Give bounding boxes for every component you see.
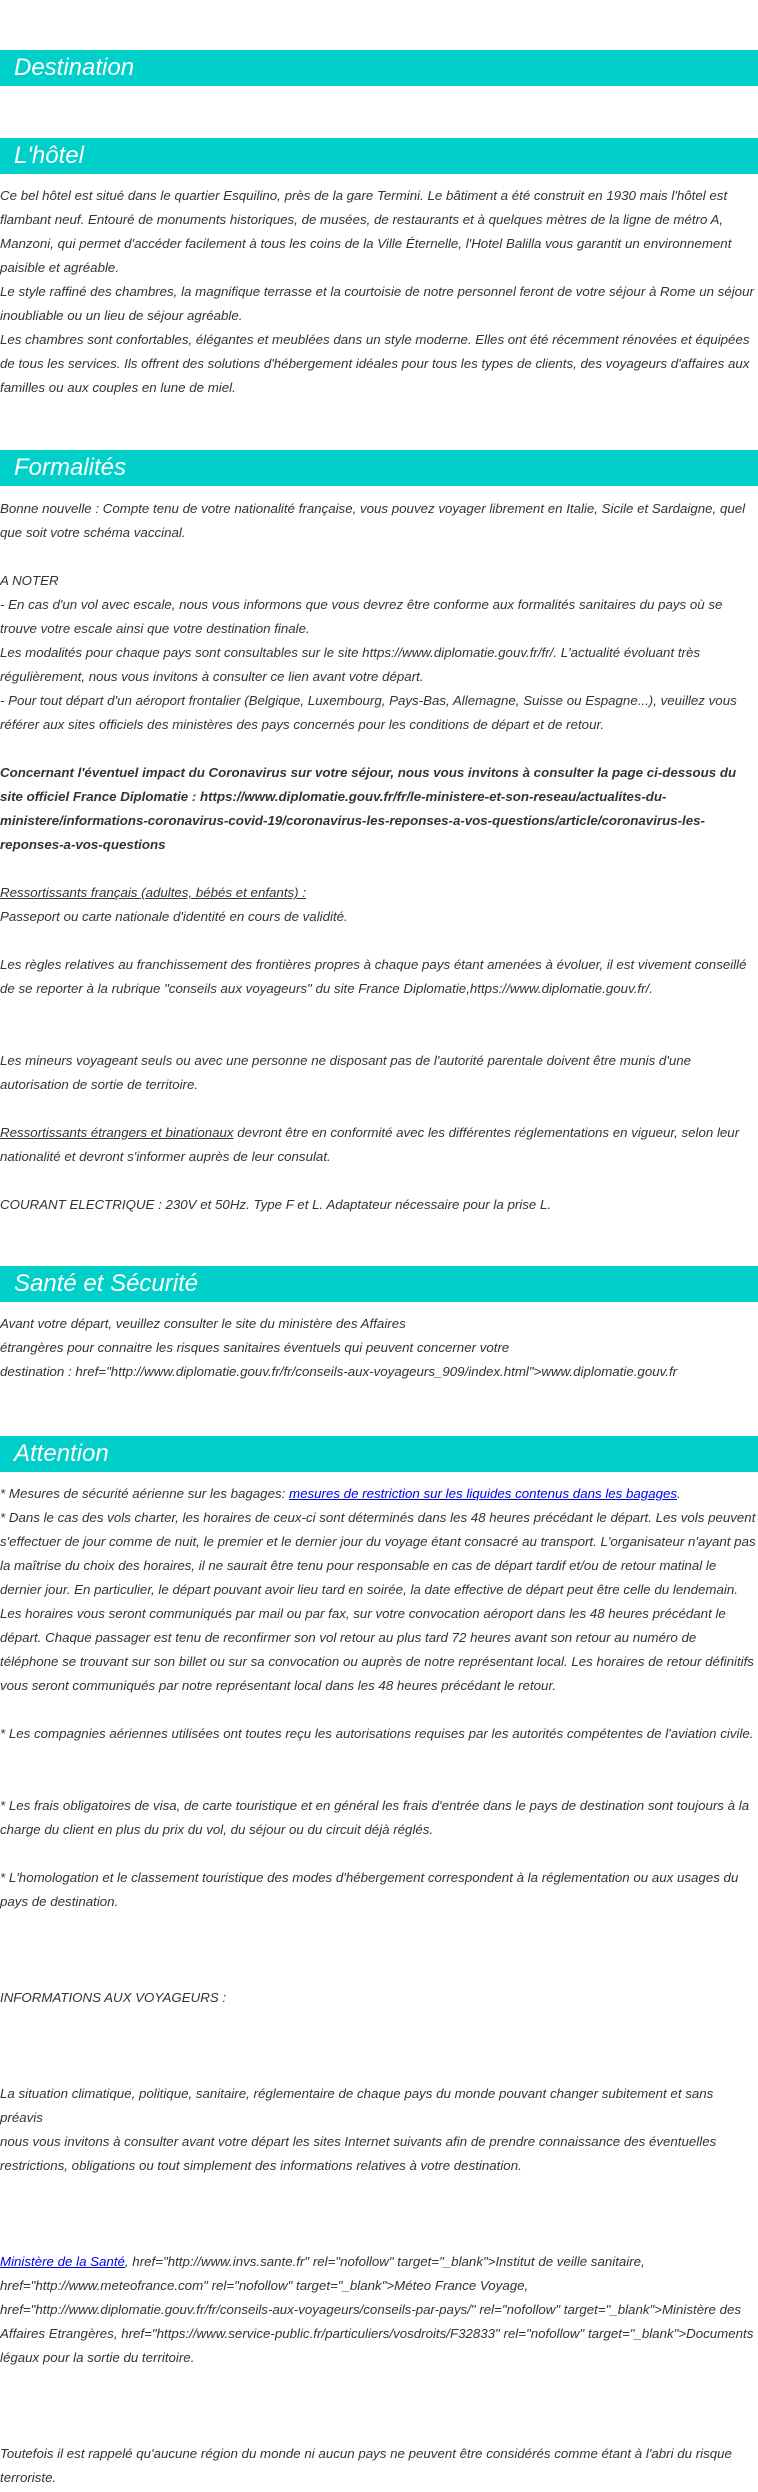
covid-notice: Concernant l'éventuel impact du Coronavirus sur votre séjour, nous vous invitons à consulter la page ci-dessous du site officiel France Diplomatie : https://www.diplomatie.gouv.fr/fr/le-ministere-et-son-reseau/actualites-du-ministere/informations-coronavirus-covid-19/coronavirus-les-reponses-a-vos-questions/article/coronavirus-les-reponses-a-vos-questions	[0, 765, 737, 852]
note-item: - En cas d'un vol avec escale, nous vous informons que vous devrez être conforme aux formalités sanitaires du pays où se trouve votre escale ainsi que votre destination finale.	[0, 597, 723, 636]
bagages-suffix: .	[677, 1486, 681, 1501]
liens-utiles	[0, 2250, 758, 2370]
formalites-notes	[0, 593, 758, 737]
ressortissants-francais-title: Ressortissants français (adultes, bébés et enfants) :	[0, 885, 306, 900]
bagages-text	[0, 1482, 758, 1506]
ministere-sante-link[interactable]: Ministère de la Santé	[0, 2254, 125, 2269]
sante-line: destination : href="http://www.diplomatie.gouv.fr/fr/conseils-aux-voyageurs_909/index.html">www.diplomatie.gouv.fr	[0, 1364, 678, 1379]
etrangers-text	[0, 1121, 758, 1169]
ressortissants-francais-text: Passeport ou carte nationale d'identité en cours de validité.	[0, 909, 348, 924]
sante-text	[0, 1312, 758, 1384]
bagages-prefix: * Mesures de sécurité aérienne sur les bagages:	[0, 1486, 289, 1501]
section-header-hotel: L'hôtel	[0, 138, 758, 174]
terrorisme-text: Toutefois il est rappelé qu'aucune région du monde ni aucun pays ne peuvent être considérés comme étant à l'abri du risque terroriste.	[0, 2446, 732, 2485]
ressortissants-francais	[0, 881, 758, 929]
situation-text	[0, 2082, 758, 2178]
section-header-formalites: Formalités	[0, 450, 758, 486]
hotel-paragraph: Le style raffiné des chambres, la magnifique terrasse et la courtoisie de notre personnel feront de votre séjour à Rome un séjour inoubliable ou un lieu de séjour agréable.	[0, 284, 754, 323]
situation-line: La situation climatique, politique, sanitaire, réglementaire de chaque pays du monde pouvant changer subitement et sans préavis	[0, 2086, 714, 2125]
section-header-destination: Destination	[0, 50, 758, 86]
section-header-attention: Attention	[0, 1436, 758, 1472]
infos-voyageurs-title: INFORMATIONS AUX VOYAGEURS :	[0, 1990, 227, 2005]
hotel-paragraph: Ce bel hôtel est situé dans le quartier Esquilino, près de la gare Termini. Le bâtiment a été construit en 1930 mais l'hôtel est flambant neuf. Entouré de monuments historiques, de musées, de restaurants et à quelques mètres de la ligne de métro A, Manzoni, qui permet d'accéder facilement à tous les coins de la Ville Éternelle, l'Hotel Balilla vous garantit un environnement paisible et agréable.	[0, 188, 732, 275]
sante-line: étrangères pour connaitre les risques sanitaires éventuels qui peuvent concerner votre	[0, 1340, 510, 1355]
etrangers-title: Ressortissants étrangers et binationaux	[0, 1125, 234, 1140]
formalites-intro: Bonne nouvelle : Compte tenu de votre nationalité française, vous pouvez voyager librement en Italie, Sicile et Sardaigne, quel que soit votre schéma vaccinal.	[0, 501, 746, 540]
courant-electrique: COURANT ELECTRIQUE : 230V et 50Hz. Type F et L. Adaptateur nécessaire pour la prise L.	[0, 1197, 552, 1212]
section-header-sante: Santé et Sécurité	[0, 1266, 758, 1302]
hotel-paragraph: Les chambres sont confortables, élégantes et meublées dans un style moderne. Elles ont été récemment rénovées et équipées de tous les services. Ils offrent des solutions d'hébergement idéales pour tous les types de clients, des voyageurs d'affaires aux familles ou aux couples en lune de miel.	[0, 332, 750, 395]
note-item: Les modalités pour chaque pays sont consultables sur le site https://www.diplomatie.gouv.fr/fr/. L'actualité évoluant très régulièrement, nous vous invitons à consulter ce lien avant votre départ.	[0, 645, 701, 684]
frontieres-text: Les règles relatives au franchissement des frontières propres à chaque pays étant amenées à évoluer, il est vivement conseillé de se reporter à la rubrique "conseils aux voyageurs" du site France Diplomatie,https://www.diplomatie.gouv.fr/.	[0, 957, 747, 996]
hotel-description	[0, 184, 758, 400]
liens-text: , href="http://www.invs.sante.fr" rel="nofollow" target="_blank">Institut de veille sanitaire, href="http://www.meteofrance.com" rel="nofollow" target="_blank">Méteo France Voyage, href="http://www.diplomatie.gouv.fr/fr/conseils-aux-voyageurs/conseils-par-pays/" rel="nofollow" target="_blank">Ministère des Affaires Etrangères, href="https://www.service-public.fr/particuliers/vosdroits/F32833" rel="nofollow" target="_blank">Documents légaux pour la sortie du territoire.	[0, 2254, 754, 2365]
charter-text: * Dans le cas des vols charter, les horaires de ceux-ci sont déterminés dans les 48 heures précédant le départ. Les vols peuvent s'effectuer de jour comme de nuit, le premier et le dernier jour du voyage étant consacré au transport. L'organisateur n'ayant pas la maîtrise du choix des horaires, il ne saurait être tenu pour responsable en cas de départ tardif et/ou de retour matinal le dernier jour. En particulier, le départ pouvant avoir lieu tard en soirée, la date effective de départ peut être celle du lendemain. Les horaires vous seront communiqués par mail ou par fax, sur votre convocation aéroport dans les 48 heures précédant le départ. Chaque passager est tenu de reconfirmer son vol retour au plus tard 72 heures avant son retour au numéro de téléphone se trouvant sur son billet ou sur sa convocation ou auprès de notre représentant local. Les horaires de retour définitifs vous seront communiqués par notre représentant local dans les 48 heures précédant le retour.	[0, 1510, 756, 1693]
homologation-text: * L'homologation et le classement touristique des modes d'hébergement correspondent à la réglementation ou aux usages du pays de destination.	[0, 1870, 739, 1909]
situation-line: nous vous invitons à consulter avant votre départ les sites Internet suivants afin de prendre connaissance des éventuelles restrictions, obligations ou tout simplement des informations relatives à votre destination.	[0, 2134, 717, 2173]
note-item: - Pour tout départ d'un aéroport frontalier (Belgique, Luxembourg, Pays-Bas, Allemagne, Suisse ou Espagne...), veuillez vous référer aux sites officiels des ministères des pays concernés pour les conditions de départ et de retour.	[0, 693, 737, 732]
liquides-restriction-link[interactable]: mesures de restriction sur les liquides contenus dans les bagages	[289, 1486, 678, 1501]
compagnies-text: * Les compagnies aériennes utilisées ont toutes reçu les autorisations requises par les autorités compétentes de l'aviation civile.	[0, 1726, 754, 1741]
frais-text: * Les frais obligatoires de visa, de carte touristique et en général les frais d'entrée dans le pays de destination sont toujours à la charge du client en plus du prix du vol, du séjour ou du circuit déjà réglés.	[0, 1798, 750, 1837]
mineurs-text: Les mineurs voyageant seuls ou avec une personne ne disposant pas de l'autorité parentale doivent être munis d'une autorisation de sortie de territoire.	[0, 1053, 692, 1092]
etrangers-body: devront être en conformité avec les différentes réglementations en vigueur, selon leur nationalité et devront s'informer auprès de leur consulat.	[0, 1125, 740, 1164]
a-noter-label: A NOTER	[0, 573, 59, 588]
sante-line: Avant votre départ, veuillez consulter le site du ministère des Affaires	[0, 1316, 406, 1331]
